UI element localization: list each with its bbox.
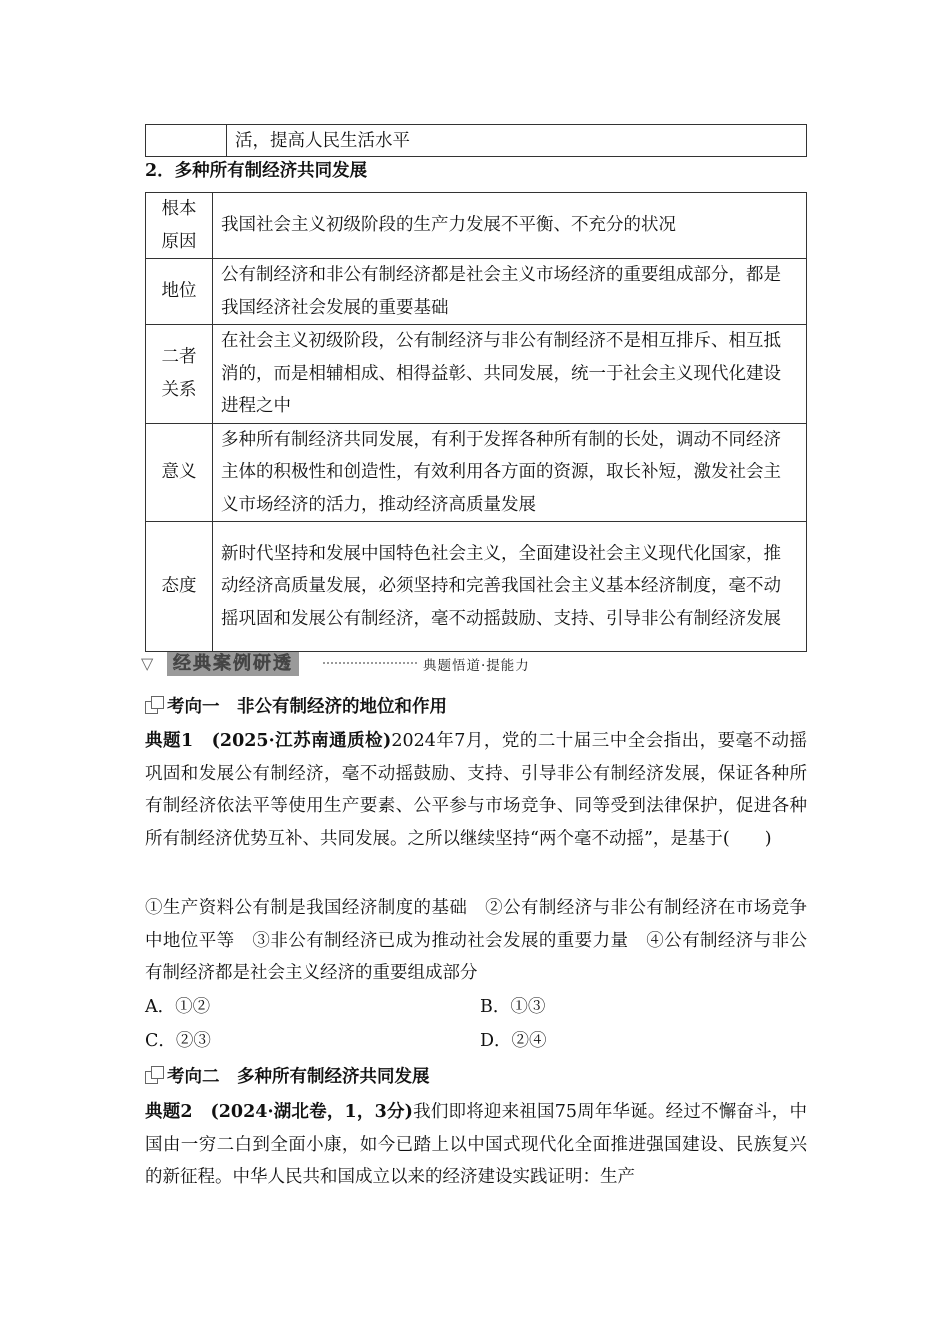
row-label: 意义 [146, 423, 213, 522]
section-title: 2．多种所有制经济共同发展 [145, 161, 368, 181]
example-source: (2025·江苏南通质检) [211, 731, 392, 751]
direction-heading [145, 1064, 430, 1090]
direction-heading [145, 694, 447, 720]
row-label: 根本原因 [146, 193, 213, 259]
example-label: 典题2 [145, 1102, 193, 1122]
table-row [146, 522, 807, 652]
table-cell-text: 活，提高人民生活水平 [227, 125, 807, 157]
row-text: 多种所有制经济共同发展，有利于发挥各种所有制的长处，调动不同经济主体的积极性和创造性，有效利用各方面的资源，取长补短，激发社会主义市场经济的活力，推动经济高质量发展 [213, 423, 807, 522]
row-text: 新时代坚持和发展中国特色社会主义，全面建设社会主义现代化国家，推动经济高质量发展，必须坚持和完善我国社会主义基本经济制度，毫不动摇巩固和发展公有制经济，毫不动摇鼓励、支持、引导非公有制经济发展 [213, 522, 807, 652]
option-b[interactable]: B．①③ [480, 997, 546, 1017]
banner-title: 经典案例研透 [167, 652, 299, 676]
example-1-statements: ①生产资料公有制是我国经济制度的基础 ②公有制经济与非公有制经济在市场竞争中地位平等 ③非公有制经济已成为推动社会发展的重要力量 ④公有制经济与非公有制经济都是社会主义经济的重要组成部分 [145, 898, 807, 983]
dotted-divider [323, 662, 417, 664]
table-cell-label [146, 125, 227, 157]
section-banner [141, 652, 541, 682]
example-1-stem [145, 725, 807, 855]
direction-title: 考向一 非公有制经济的地位和作用 [167, 697, 447, 717]
example-text: 我们即将迎来祖国75周年华诞。经过不懈奋斗，中国由一穷二白到全面小康，如今已踏上以中国式现代化全面推进强国建设、民族复兴的新征程。中华人民共和国成立以来的经济建设实践证明：生产 [145, 1102, 807, 1187]
table-row [146, 125, 807, 157]
row-text: 在社会主义初级阶段，公有制经济与非公有制经济不是相互排斥、相互抵消的，而是相辅相成、相得益彰、共同发展，统一于社会主义现代化建设进程之中 [213, 325, 807, 424]
option-c[interactable]: C．②③ [145, 1031, 211, 1051]
continued-table [145, 124, 807, 157]
direction-title: 考向二 多种所有制经济共同发展 [167, 1067, 430, 1087]
example-source: (2024·湖北卷，1，3分) [210, 1102, 413, 1122]
stacked-squares-icon [145, 1066, 167, 1084]
row-text: 公有制经济和非公有制经济都是社会主义市场经济的重要组成部分，都是我国经济社会发展的重要基础 [213, 259, 807, 325]
example-2-stem [145, 1096, 807, 1194]
example-text: 2024年7月，党的二十届三中全会指出，要毫不动摇巩固和发展公有制经济，毫不动摇鼓励、支持、引导非公有制经济发展，保证各种所有制经济依法平等使用生产要素、公平参与市场竞争、同等受到法律保护，促进各种所有制经济优势互补、共同发展。之所以继续坚持“两个毫不动摇”，是基于( ) [145, 731, 808, 849]
table-row [146, 259, 807, 325]
table-row [146, 423, 807, 522]
row-label: 二者关系 [146, 325, 213, 424]
ownership-table [145, 192, 807, 652]
table-row [146, 325, 807, 424]
row-text: 我国社会主义初级阶段的生产力发展不平衡、不充分的状况 [213, 193, 807, 259]
option-d[interactable]: D．②④ [480, 1031, 547, 1051]
example-label: 典题1 [145, 731, 194, 751]
row-label: 态度 [146, 522, 213, 652]
table-row [146, 193, 807, 259]
option-a[interactable]: A．①② [145, 997, 211, 1017]
banner-subtitle: 典题悟道·提能力 [423, 658, 530, 674]
stacked-squares-icon [145, 696, 167, 714]
triangle-icon: ▽ [141, 654, 154, 673]
row-label: 地位 [146, 259, 213, 325]
